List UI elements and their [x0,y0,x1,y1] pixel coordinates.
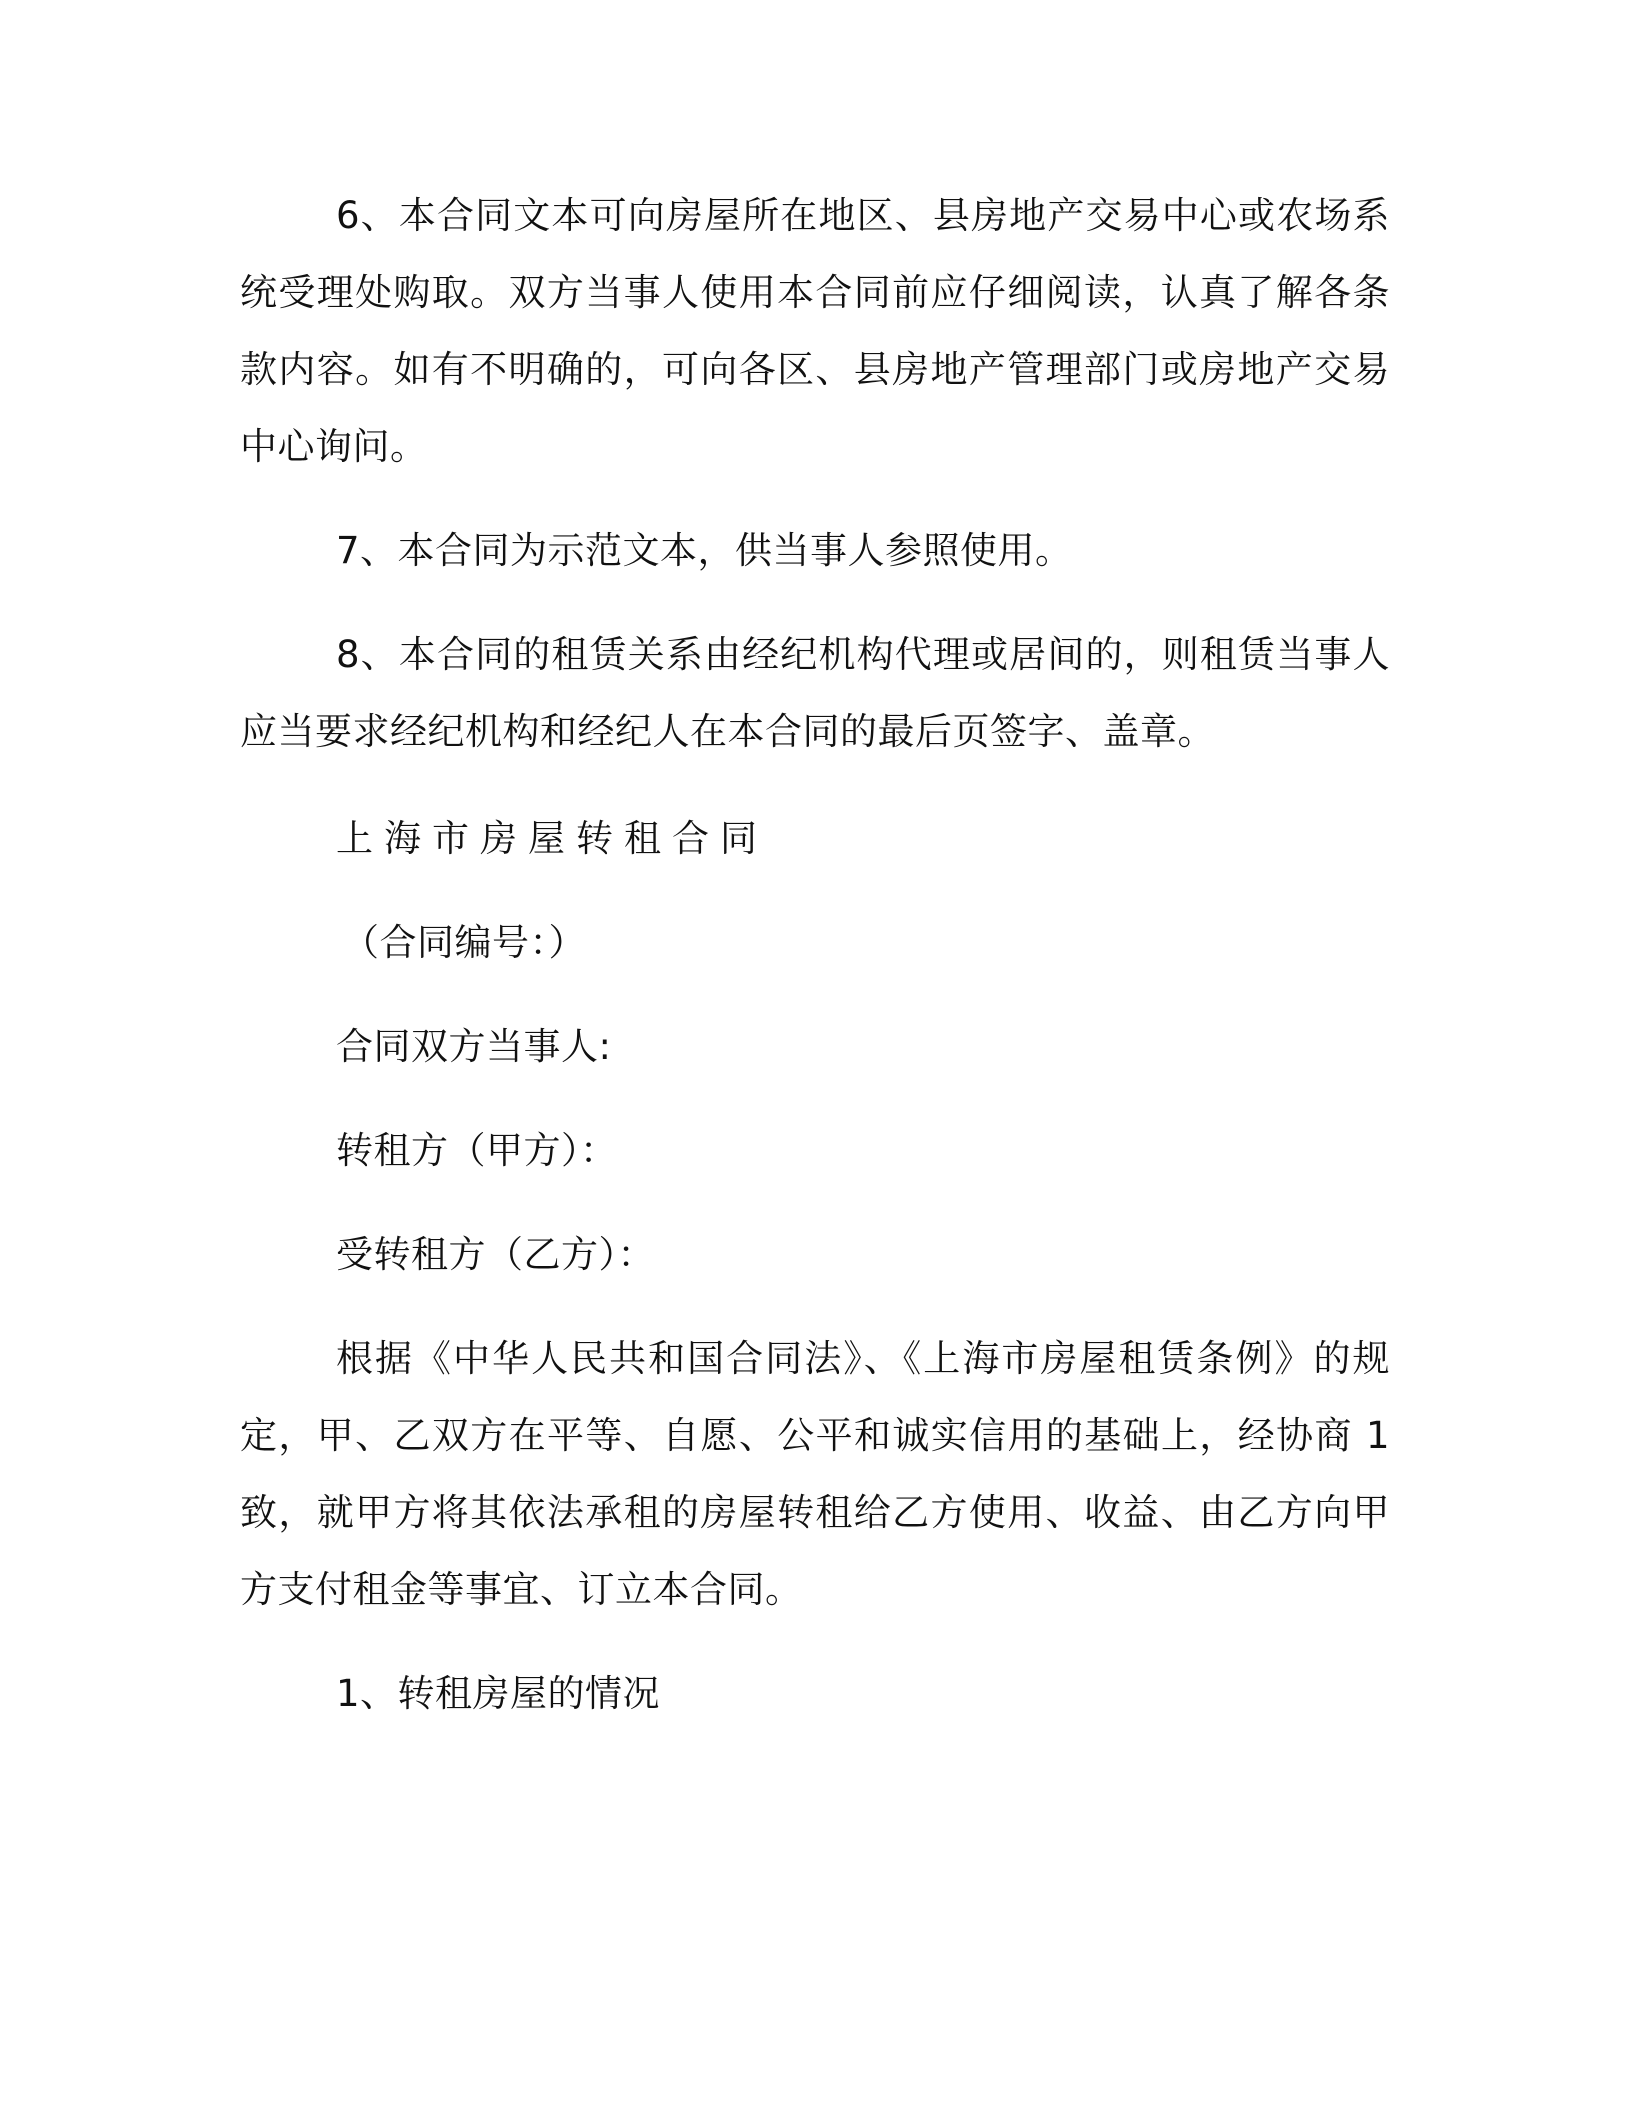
party-b-label: 受转租方（乙方）： [336,1233,655,1276]
parties-heading: 合同双方当事人: [336,1025,612,1068]
party-a-label: 转租方（甲方）： [336,1129,618,1172]
legal-basis-paragraph: 根据《中华人民共和国合同法》、《上海市房屋租赁条例》的规定，甲、乙双方在平等、自愿、公平和诚实信用的基础上，经协商 1 致，就甲方将其依法承租的房屋转租给乙方使用、收益、由乙方向甲方支付租金等事宜、订立本合同。 [240,1337,1390,1611]
paragraph-clause-6: 6、本合同文本可向房屋所在地区、县房地产交易中心或农场系统受理处购取。双方当事人使用本合同前应仔细阅读，认真了解各条款内容。如有不明确的，可向各区、县房地产管理部门或房地产交易中心询问。 [240,194,1390,468]
paragraph-clause-8: 8、本合同的租赁关系由经纪机构代理或居间的，则租赁当事人应当要求经纪机构和经纪人在本合同的最后页签字、盖章。 [240,633,1390,753]
paragraph-clause-7: 7、本合同为示范文本，供当事人参照使用。 [336,529,1073,572]
section-1-heading: 1、转租房屋的情况 [336,1672,661,1715]
contract-number: （合同编号：） [342,921,586,964]
contract-title: 上海市房屋转租合同 [336,817,768,860]
